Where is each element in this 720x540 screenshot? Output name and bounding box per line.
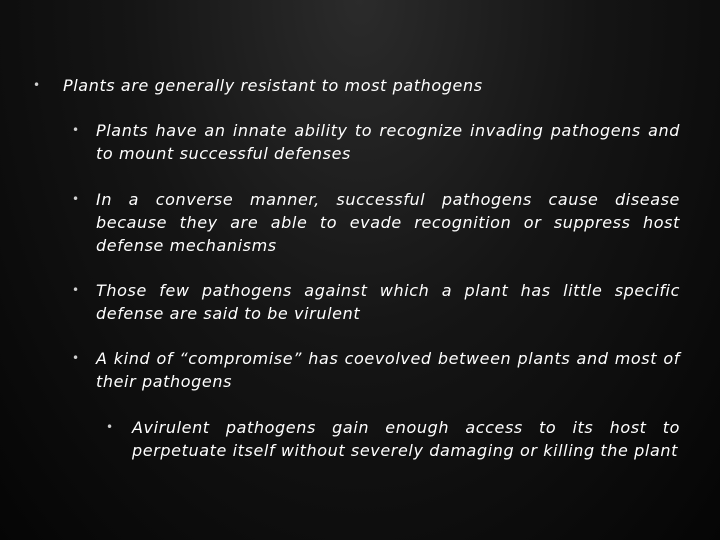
bullet-marker: • [72,283,80,297]
bullet-text-avirulent: Avirulent pathogens gain enough access to its host to perpetuate itself without severely damaging or killing the plant [132,418,680,460]
bullet-marker: • [106,420,114,434]
bullet-marker: • [33,78,41,92]
bullet-marker: • [72,123,80,137]
bullet-marker: • [72,351,80,365]
bullet-text-compromise: A kind of “compromise” has coevolved between plants and most of their pathogens [96,349,680,391]
bullet-text-main: Plants are generally resistant to most pathogens [63,76,483,95]
bullet-text-virulent: Those few pathogens against which a plant has little specific defense are said to be virulent [96,281,680,323]
bullet-marker: • [72,192,80,206]
bullet-text-innate-ability: Plants have an innate ability to recognize invading pathogens and to mount successful defenses [96,121,680,163]
bullet-text-converse-manner: In a converse manner, successful pathogens cause disease because they are able to evade recognition or suppress host defense mechanisms [96,190,680,255]
